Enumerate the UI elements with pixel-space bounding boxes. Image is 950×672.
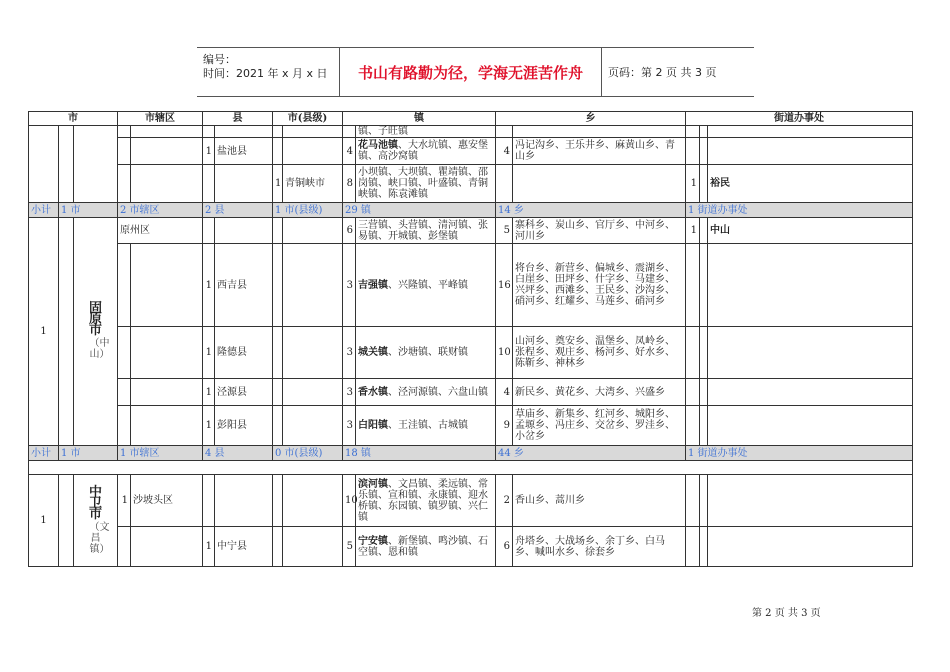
township-list: 冯记沟乡、王乐井乡、麻黄山乡、青山乡 bbox=[513, 138, 686, 165]
town-list: 花马池镇、大水坑镇、惠安堡镇、高沙窝镇 bbox=[356, 138, 496, 165]
header-page-cell bbox=[602, 48, 754, 96]
county-name: 彭阳县 bbox=[215, 406, 273, 446]
table-header-row bbox=[29, 112, 913, 126]
subtotal-row bbox=[29, 446, 913, 461]
subtotal-county: 4 县 bbox=[203, 446, 273, 461]
table-row bbox=[29, 244, 913, 327]
town-list: 镇、子旺镇 bbox=[356, 126, 496, 138]
city-seat: （中山） bbox=[89, 338, 110, 360]
county-city-count: 1 bbox=[273, 165, 283, 203]
town-count: 5 bbox=[343, 527, 356, 567]
col-header-town: 镇 bbox=[343, 112, 496, 126]
col-header-city: 市 bbox=[29, 112, 118, 126]
page-code: 页码：第 2 页 共 3 页 bbox=[608, 66, 717, 79]
city-spacer-cell bbox=[59, 126, 74, 203]
township-count: 4 bbox=[496, 379, 513, 406]
town-count: 6 bbox=[343, 218, 356, 244]
city-spacer-cell bbox=[59, 475, 74, 567]
town-count: 3 bbox=[343, 244, 356, 327]
header-meta-cell bbox=[197, 48, 340, 96]
subtotal-township: 44 乡 bbox=[496, 446, 686, 461]
table-row bbox=[29, 379, 913, 406]
table-row bbox=[29, 527, 913, 567]
page-footer: 第 2 页 共 3 页 bbox=[752, 608, 821, 619]
subtotal-county-city: 0 市(县级) bbox=[273, 446, 343, 461]
town-list: 宁安镇、新堡镇、鸣沙镇、石空镇、恩和镇 bbox=[356, 527, 496, 567]
col-header-subdistrict: 街道办事处 bbox=[686, 112, 913, 126]
city-name-cell bbox=[74, 126, 118, 203]
subtotal-county: 2 县 bbox=[203, 203, 273, 218]
col-header-county-city: 市(县级) bbox=[273, 112, 343, 126]
table-row bbox=[29, 475, 913, 527]
table-row bbox=[29, 406, 913, 446]
subtotal-subdistrict: 1 街道办事处 bbox=[686, 446, 913, 461]
county-name: 泾源县 bbox=[215, 379, 273, 406]
town-list: 小坝镇、大坝镇、瞿靖镇、邵岗镇、峡口镇、叶盛镇、青铜峡镇、陈袁滩镇 bbox=[356, 165, 496, 203]
town-list: 吉强镇、兴隆镇、平峰镇 bbox=[356, 244, 496, 327]
subtotal-county-city: 1 市(县级) bbox=[273, 203, 343, 218]
township-count: 16 bbox=[496, 244, 513, 327]
code-label: 编号： bbox=[203, 53, 236, 66]
col-header-township: 乡 bbox=[496, 112, 686, 126]
town-count: 3 bbox=[343, 327, 356, 379]
town-count: 10 bbox=[343, 475, 356, 527]
city-spacer-cell bbox=[59, 218, 74, 446]
township-count: 4 bbox=[496, 138, 513, 165]
subtotal-city: 1 市 bbox=[59, 203, 118, 218]
subtotal-township: 14 乡 bbox=[496, 203, 686, 218]
county-name: 中宁县 bbox=[215, 527, 273, 567]
township-list: 山河乡、奠安乡、温堡乡、凤岭乡、张程乡、观庄乡、杨河乡、好水乡、陈靳乡、神林乡 bbox=[513, 327, 686, 379]
table-row bbox=[29, 218, 913, 244]
subtotal-district: 1 市辖区 bbox=[118, 446, 203, 461]
subtotal-district: 2 市辖区 bbox=[118, 203, 203, 218]
subtotal-subdistrict: 1 街道办事处 bbox=[686, 203, 913, 218]
document-header bbox=[197, 47, 754, 97]
table-row bbox=[29, 126, 913, 138]
county-name: 隆德县 bbox=[215, 327, 273, 379]
city-index: 1 bbox=[29, 218, 59, 446]
township-list: 新民乡、黄花乡、大湾乡、兴盛乡 bbox=[513, 379, 686, 406]
town-count: 3 bbox=[343, 406, 356, 446]
time-label: 时间：2021 年 x 月 x 日 bbox=[203, 67, 328, 80]
town-count: 3 bbox=[343, 379, 356, 406]
subdistrict-count: 1 bbox=[686, 165, 700, 203]
blank-row bbox=[29, 461, 913, 475]
town-list: 三营镇、头营镇、清河镇、张易镇、开城镇、彭堡镇 bbox=[356, 218, 496, 244]
county-name: 盐池县 bbox=[215, 138, 273, 165]
subtotal-city: 1 市 bbox=[59, 446, 118, 461]
district-name: 沙坡头区 bbox=[131, 475, 203, 527]
township-list: 草庙乡、新集乡、红河乡、城阳乡、孟塬乡、冯庄乡、交岔乡、罗洼乡、小岔乡 bbox=[513, 406, 686, 446]
township-count: 10 bbox=[496, 327, 513, 379]
township-count: 6 bbox=[496, 527, 513, 567]
county-city-name: 青铜峡市 bbox=[283, 165, 343, 203]
subtotal-town: 18 镇 bbox=[343, 446, 496, 461]
city-name-cell bbox=[74, 218, 118, 446]
table-row bbox=[29, 138, 913, 165]
town-count: 4 bbox=[343, 138, 356, 165]
city-name-cell bbox=[74, 475, 118, 567]
county-count: 1 bbox=[203, 327, 215, 379]
township-count: 9 bbox=[496, 406, 513, 446]
township-list: 将台乡、新营乡、偏城乡、震湖乡、白崖乡、田坪乡、什字乡、马建乡、兴坪乡、西滩乡、王民乡、沙沟乡、硝河乡、红耀乡、马莲乡、硝河乡 bbox=[513, 244, 686, 327]
subtotal-label: 小计 bbox=[29, 446, 59, 461]
town-list: 滨河镇、文昌镇、柔远镇、常乐镇、宣和镇、永康镇、迎水桥镇、东园镇、镇罗镇、兴仁镇 bbox=[356, 475, 496, 527]
motto-text: 书山有路勤为径，学海无涯苦作舟 bbox=[357, 63, 583, 82]
subdistrict-name: 裕民 bbox=[708, 165, 913, 203]
township-count: 2 bbox=[496, 475, 513, 527]
city-seat: （文昌镇） bbox=[89, 521, 110, 555]
col-header-district: 市辖区 bbox=[118, 112, 203, 126]
subdistrict-count: 1 bbox=[686, 218, 700, 244]
city-index-cell bbox=[29, 126, 59, 203]
header-motto-cell bbox=[340, 48, 602, 96]
table-row bbox=[29, 165, 913, 203]
town-list: 白阳镇、王洼镇、古城镇 bbox=[356, 406, 496, 446]
city-name: 固原市 bbox=[88, 301, 102, 338]
city-name: 中卫市 bbox=[88, 484, 102, 522]
district-name: 原州区 bbox=[118, 218, 203, 244]
township-list: 舟塔乡、大战场乡、余丁乡、白马乡、喊叫水乡、徐套乡 bbox=[513, 527, 686, 567]
county-count: 1 bbox=[203, 138, 215, 165]
col-header-county: 县 bbox=[203, 112, 273, 126]
district-count: 1 bbox=[118, 475, 131, 527]
township-count: 5 bbox=[496, 218, 513, 244]
county-count: 1 bbox=[203, 527, 215, 567]
township-list: 寨科乡、炭山乡、官厅乡、中河乡、河川乡 bbox=[513, 218, 686, 244]
county-count: 1 bbox=[203, 406, 215, 446]
county-name: 西吉县 bbox=[215, 244, 273, 327]
township-list: 香山乡、蒿川乡 bbox=[513, 475, 686, 527]
city-index: 1 bbox=[29, 475, 59, 567]
division-table bbox=[28, 111, 913, 567]
town-list: 香水镇、泾河源镇、六盘山镇 bbox=[356, 379, 496, 406]
subtotal-town: 29 镇 bbox=[343, 203, 496, 218]
county-count: 1 bbox=[203, 379, 215, 406]
county-count: 1 bbox=[203, 244, 215, 327]
subtotal-row bbox=[29, 203, 913, 218]
subdistrict-name: 中山 bbox=[708, 218, 913, 244]
town-count: 8 bbox=[343, 165, 356, 203]
subtotal-label: 小计 bbox=[29, 203, 59, 218]
table-row bbox=[29, 327, 913, 379]
town-list: 城关镇、沙塘镇、联财镇 bbox=[356, 327, 496, 379]
